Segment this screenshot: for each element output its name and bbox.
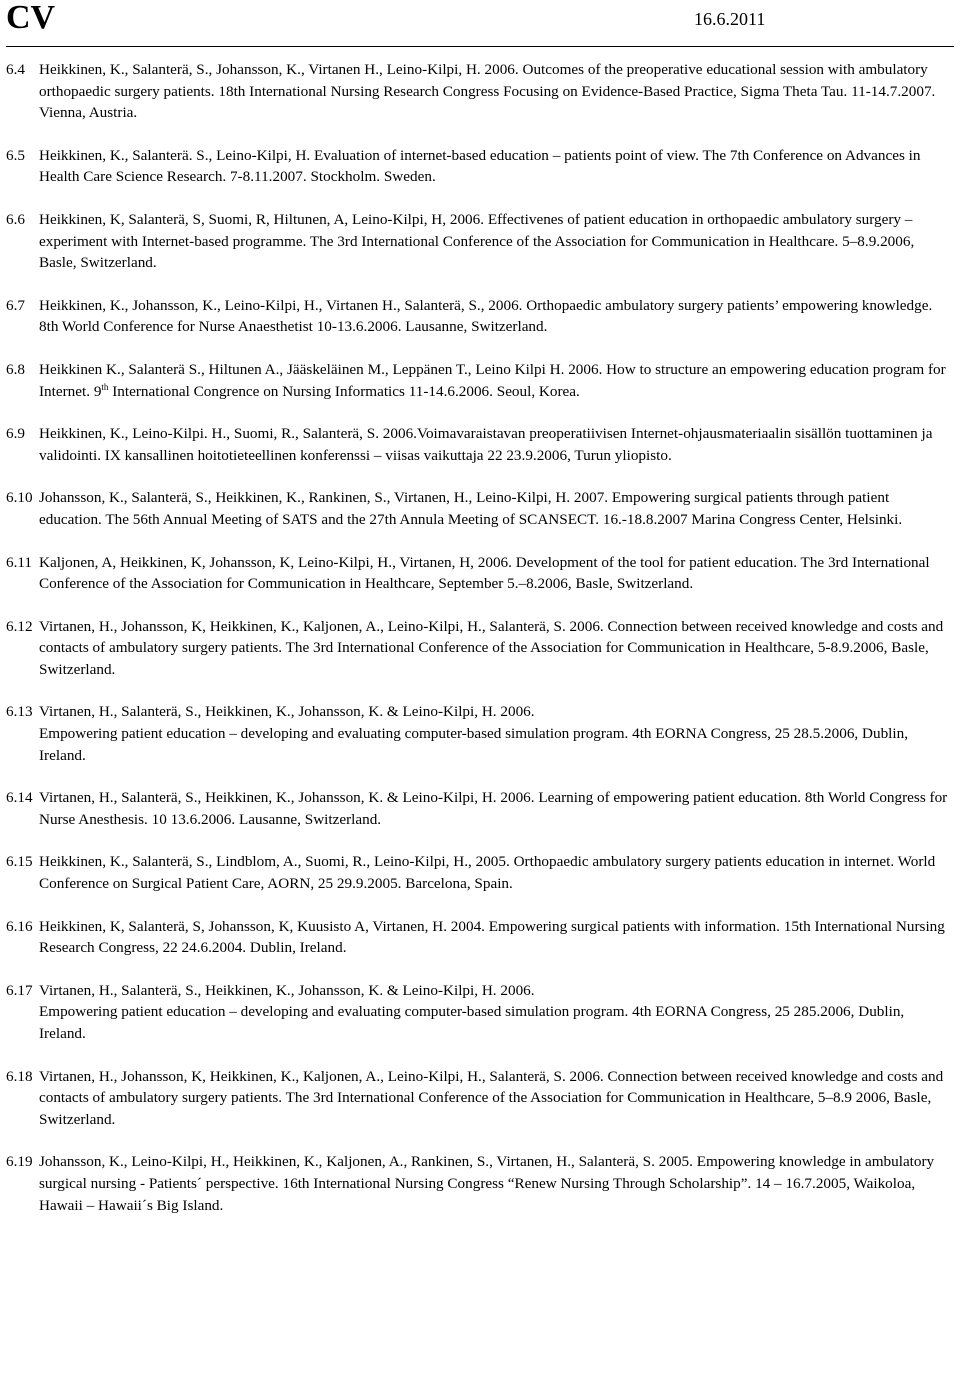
publication-entry [6, 787, 954, 830]
document-title: CV [6, 0, 56, 36]
publication-entry [6, 145, 954, 188]
entry-text: Kaljonen, A, Heikkinen, K, Johansson, K, Leino-Kilpi, H., Virtanen, H, 2006. Development of the tool for patient education. The 3rd International Conference of the Association for Communication in Healthcare, September 5.–8.2006, Basle, Switzerland. [39, 553, 930, 593]
entry-number: 6.6 [6, 210, 25, 228]
entry-text: Empowering patient education – developing and evaluating computer-based simulation program. 4th EORNA Congress, 25 28.5.2006, Dublin, Ireland. [39, 725, 909, 764]
entry-number: 6.17 [6, 981, 33, 999]
entry-text: Heikkinen, K., Salanterä. S., Leino-Kilpi, H. Evaluation of internet-based education – patients point of view. The 7th Conference on Advances in Health Care Science Research. 7-8.11.2007. Stockholm. Sweden. [39, 146, 921, 186]
publication-entry [6, 487, 954, 530]
publication-entry [6, 616, 954, 681]
publication-entry [6, 59, 954, 124]
ordinal-superscript: th [101, 381, 109, 392]
entry-number: 6.15 [6, 853, 33, 871]
entry-text: Heikkinen, K., Salanterä, S., Lindblom, A., Suomi, R., Leino-Kilpi, H., 2005. Orthopaedic ambulatory surgery patients education in internet. World Conference on Surgical Patient Care, AORN, 25 29.9.2005. Barcelona, Spain. [39, 853, 936, 893]
entry-text: Virtanen, H., Johansson, K, Heikkinen, K., Kaljonen, A., Leino-Kilpi, H., Salanterä, S. 2006. Connection between received knowledge and costs and contacts of ambulatory surgery patients. The 3rd International Conference of the Association for Communication in Healthcare, 5–8.9 2006, Basle, Switzerland. [39, 1067, 944, 1128]
entry-text: Heikkinen, K, Salanterä, S, Suomi, R, Hiltunen, A, Leino-Kilpi, H, 2006. Effectivenes of patient education in orthopaedic ambulatory surgery – experiment with Internet-based programme. The 3rd International Conference of the Association for Communication in Healthcare. 5–8.9.2006, Basle, Switzerland. [39, 210, 915, 272]
entry-text: Heikkinen, K., Leino-Kilpi. H., Suomi, R., Salanterä, S. 2006.Voimavaraistavan preoperatiivisen Internet-ohjausmateriaalin sisällön tuottaminen ja validointi. IX kansallinen hoitotieteellinen konferenssi – viisas vaikuttaja 22 23.9.2006, Turun yliopisto. [39, 425, 933, 464]
entry-text: Empowering patient education – developing and evaluating computer-based simulation program. 4th EORNA Congress, 25 285.2006, Dublin, Ireland. [39, 1003, 905, 1042]
entry-text: Virtanen, H., Johansson, K, Heikkinen, K., Kaljonen, A., Leino-Kilpi, H., Salanterä, S. 2006. Connection between received knowledge and costs and contacts of ambulatory surgery patients. The 3rd International Conference of the Association for Communication in Healthcare, 5-8.9.2006, Basle, Switzerland. [39, 617, 944, 678]
entry-number: 6.9 [6, 425, 25, 443]
page-header [6, 0, 954, 46]
publication-entry [6, 423, 954, 466]
entry-number: 6.16 [6, 917, 33, 935]
entry-number: 6.14 [6, 789, 33, 807]
publication-entry [6, 1066, 954, 1131]
entry-number: 6.5 [6, 146, 25, 164]
entry-text-before: Heikkinen K., Salanterä S., Hiltunen A., Jääskeläinen M., Leppänen T., Leino Kilpi H. 2006. How to structure an empowering education program for Internet. 9 [39, 360, 946, 400]
publication-entry [6, 916, 954, 959]
publication-entry [6, 980, 954, 1045]
entry-text: Heikkinen, K, Salanterä, S, Johansson, K, Kuusisto A, Virtanen, H. 2004. Empowering surgical patients with information. 15th International Nursing Research Congress, 22 24.6.2004. Dublin, Ireland. [39, 917, 945, 957]
entry-text: Johansson, K., Salanterä, S., Heikkinen, K., Rankinen, S., Virtanen, H., Leino-Kilpi, H. 2007. Empowering surgical patients through patient education. The 56th Annual Meeting of SATS and the 27th Annula Meeting of SCANSECT. 16.-18.8.2007 Marina Congress Center, Helsinki. [39, 489, 903, 528]
document-date: 16.6.2011 [694, 9, 766, 29]
entry-text-after: International Congrence on Nursing Informatics 11-14.6.2006. Seoul, Korea. [108, 382, 580, 400]
entry-number: 6.10 [6, 489, 33, 507]
publication-list [6, 59, 954, 1237]
entry-authors: Virtanen, H., Salanterä, S., Heikkinen, K., Johansson, K. & Leino-Kilpi, H. 2006. [39, 703, 535, 721]
header-divider [6, 46, 954, 47]
publication-entry [6, 851, 954, 894]
entry-number: 6.4 [6, 61, 25, 78]
entry-number: 6.12 [6, 617, 33, 635]
entry-text: Johansson, K., Leino-Kilpi, H., Heikkinen, K., Kaljonen, A., Rankinen, S., Virtanen, H., Salanterä, S. 2005. Empowering knowledge in ambulatory surgical nursing - Patients´ perspective. 16th International Nursing Congress “Renew Nursing Through Scholarship”. 14 – 16.7.2005, Waikoloa, Hawaii – Hawaii´s Big Island. [39, 1153, 935, 1214]
entry-number: 6.13 [6, 703, 33, 721]
publication-entry [6, 552, 954, 595]
publication-entry [6, 701, 954, 766]
entry-text: Heikkinen, K., Salanterä, S., Johansson, K., Virtanen H., Leino-Kilpi, H. 2006. Outcomes of the preoperative educational session with ambulatory orthopaedic surgery patients. 18th International Nursing Research Congress Focusing on Evidence-Based Practice, Sigma Theta Tau. 11-14.7.2007. Vienna, Austria. [39, 61, 936, 122]
entry-authors: Virtanen, H., Salanterä, S., Heikkinen, K., Johansson, K. & Leino-Kilpi, H. 2006. [39, 981, 535, 999]
entry-text: Heikkinen, K., Johansson, K., Leino-Kilpi, H., Virtanen H., Salanterä, S., 2006. Orthopaedic ambulatory surgery patients’ empowering knowledge. 8th World Conference for Nurse Anaesthetist 10-13.6.2006. Lausanne, Switzerland. [39, 296, 933, 336]
entry-number: 6.7 [6, 296, 25, 314]
entry-text [39, 361, 946, 400]
publication-entry [6, 359, 954, 402]
publication-entry [6, 295, 954, 338]
publication-entry [6, 209, 954, 274]
publication-entry [6, 1151, 954, 1216]
entry-number: 6.11 [6, 553, 33, 571]
entry-number: 6.19 [6, 1153, 33, 1171]
entry-text: Virtanen, H., Salanterä, S., Heikkinen, K., Johansson, K. & Leino-Kilpi, H. 2006. Learning of empowering patient education. 8th World Congress for Nurse Anesthesis. 10 13.6.2006. Lausanne, Switzerland. [39, 789, 948, 828]
entry-number: 6.8 [6, 360, 25, 378]
entry-number: 6.18 [6, 1067, 33, 1085]
